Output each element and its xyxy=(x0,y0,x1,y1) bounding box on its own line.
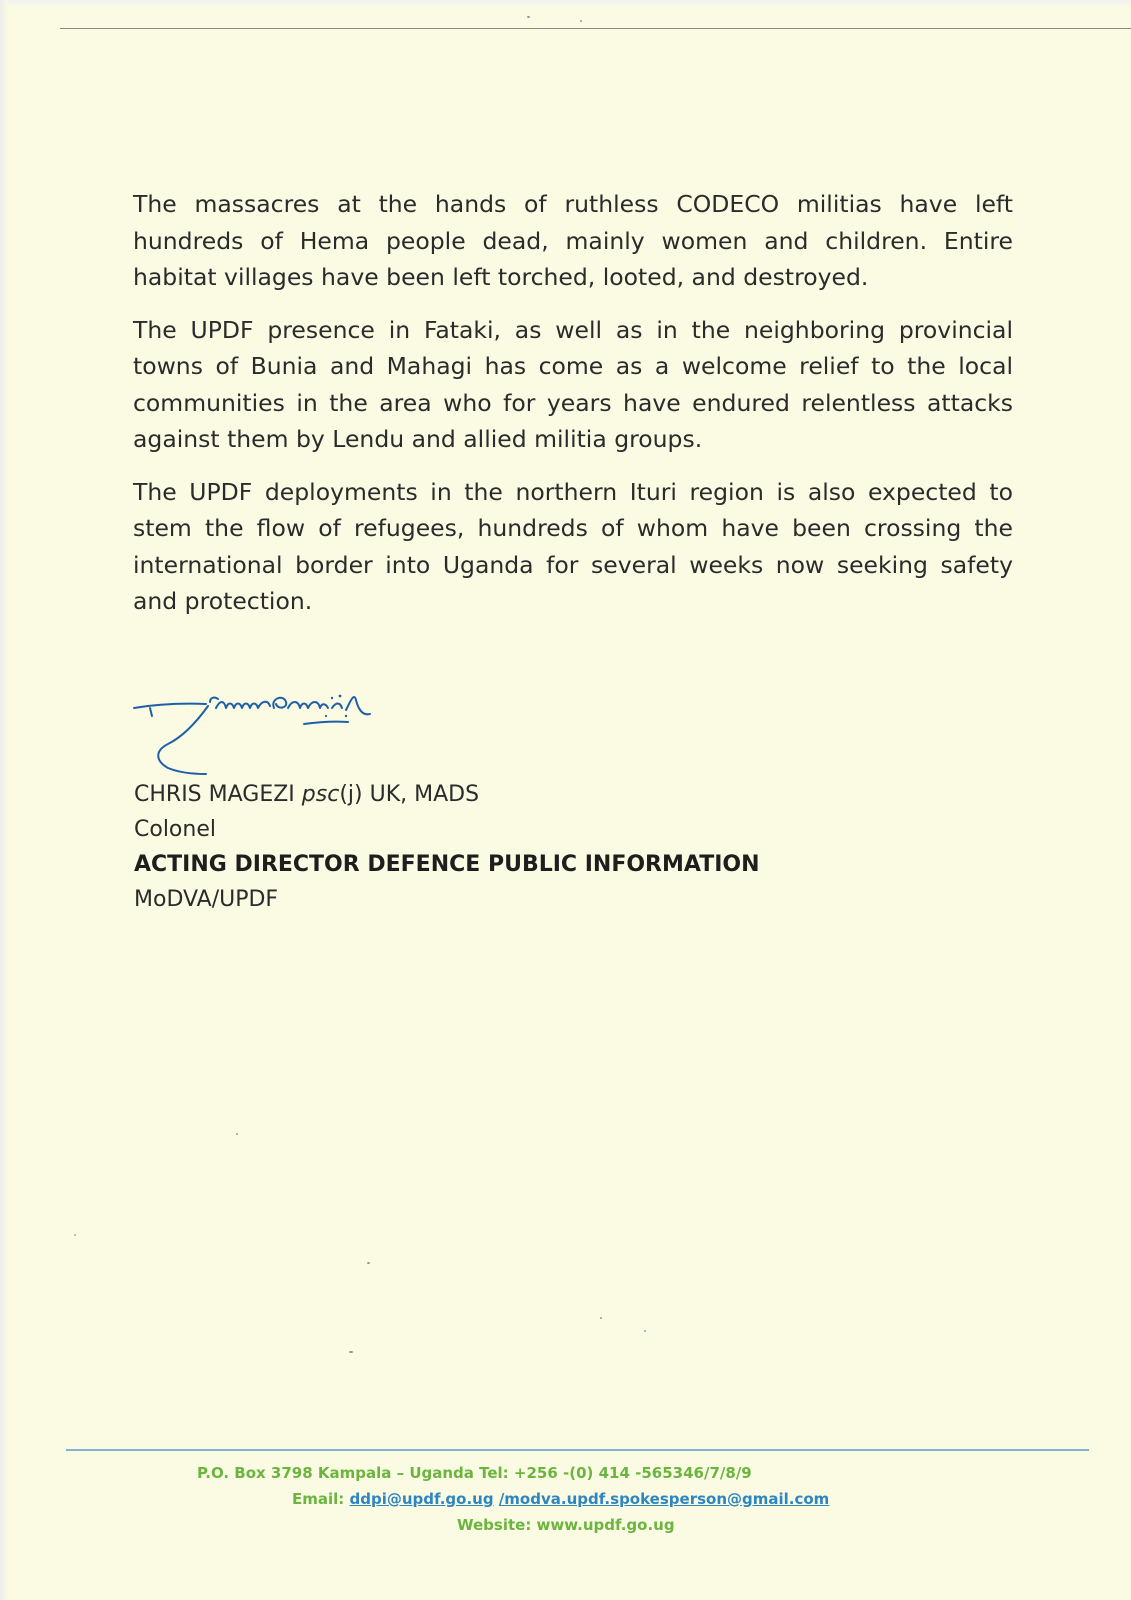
signatory-title: ACTING DIRECTOR DEFENCE PUBLIC INFORMATION xyxy=(134,852,760,877)
signatory-qualification: (j) UK, MADS xyxy=(339,782,480,807)
signatory-name: CHRIS MAGEZI xyxy=(134,782,295,807)
signatory-qualification-italic: psc xyxy=(301,782,340,807)
scan-speck xyxy=(527,16,530,18)
scan-speck xyxy=(580,20,582,22)
footer-address: P.O. Box 3798 Kampala – Uganda Tel: +256 -(0) 414 -565346/7/8/9 xyxy=(197,1464,752,1482)
letter-body xyxy=(133,186,1013,636)
scan-speck xyxy=(600,1317,602,1319)
footer-email-label: Email: xyxy=(292,1490,345,1508)
scan-speck xyxy=(349,1351,353,1353)
body-paragraph: The UPDF deployments in the northern Ituri region is also expected to stem the flow of refugees, hundreds of whom have been crossing the international border into Uganda for several weeks now seeking safety and protection. xyxy=(133,477,1013,615)
body-paragraph: The massacres at the hands of ruthless CODECO militias have left hundreds of Hema people dead, mainly women and children. Entire habitat villages have been left torched, looted, and destroyed. xyxy=(133,190,1013,291)
scan-speck xyxy=(644,1330,646,1332)
signatory-rank: Colonel xyxy=(134,817,216,842)
body-paragraph: The UPDF presence in Fataki, as well as in the neighboring provincial towns of Bunia and Mahagi has come as a welcome relief to the local communities in the area who for years have endured relentless attacks against them by Lendu and allied militia groups. xyxy=(133,315,1013,453)
footer-rule xyxy=(66,1449,1089,1451)
scan-speck xyxy=(236,1133,238,1135)
email-link-secondary[interactable]: /modva.updf.spokesperson@gmail.com xyxy=(498,1490,830,1508)
signatory-organization: MoDVA/UPDF xyxy=(134,887,279,912)
top-rule xyxy=(60,28,1131,29)
footer-email-line xyxy=(292,1486,829,1512)
signatory-block xyxy=(134,777,934,917)
handwritten-signature xyxy=(128,694,388,776)
email-link-primary[interactable]: ddpi@updf.go.ug xyxy=(349,1490,494,1508)
footer-website: Website: www.updf.go.ug xyxy=(457,1516,675,1534)
scan-edge-top xyxy=(0,0,1131,8)
scan-speck xyxy=(367,1262,370,1264)
signatory-name-line xyxy=(134,777,934,812)
scan-speck xyxy=(74,1234,76,1236)
scan-edge-left xyxy=(0,0,8,1600)
